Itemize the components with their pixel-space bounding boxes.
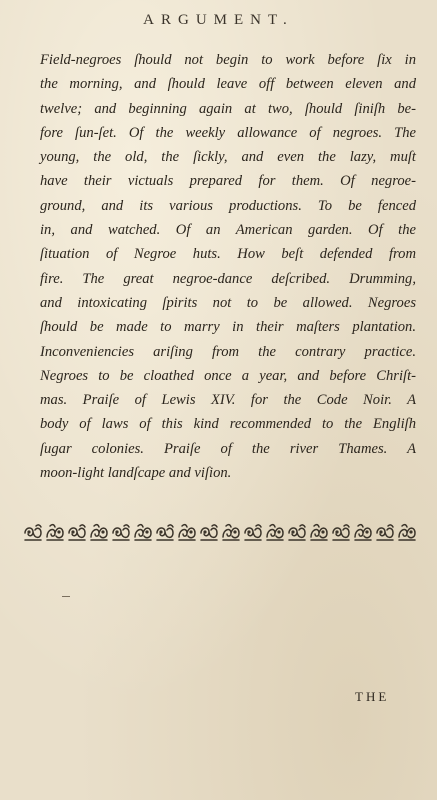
text-line: ſhould be made to marry in their maſters plantation. [40,319,416,336]
margin-mark [62,596,70,597]
fleuron-unit [113,525,129,540]
text-line: ſituation of Negroe huts. How beſt defended from [40,246,416,263]
text-line: in, and watched. Of an American garden. Of the [40,222,416,239]
fleuron-unit [245,525,261,540]
text-line: ground, and its various productions. To be fenced [40,197,416,214]
fleuron-border-icon [22,522,418,544]
text-line: Field-negroes ſhould not begin to work before ſix in [40,52,416,68]
fleuron-unit [201,525,217,540]
fleuron-unit [377,525,393,540]
page-heading: ARGUMENT. [143,12,294,28]
text-line: young, the old, the ſickly, and even the lazy, muſt [40,149,416,166]
fleuron-unit [157,525,173,540]
catchword: THE [355,689,390,704]
fleuron-unit [223,525,239,540]
text-line: have their victuals prepared for them. Of negroe- [40,173,416,190]
fleuron-unit [69,525,85,540]
fleuron-unit [135,525,151,540]
text-line: the morning, and ſhould leave off between eleven and [40,76,416,93]
fleuron-unit [91,525,107,540]
text-line: Inconveniencies ariſing from the contrary practice. [40,343,416,360]
fleuron-unit [47,525,63,540]
fleuron-unit [25,525,41,540]
argument-text [40,48,416,485]
fleuron-unit [355,525,371,540]
fleuron-unit [399,525,415,540]
fleuron-unit [289,525,305,540]
text-line: fire. The great negroe-dance deſcribed. Drumming, [40,270,416,287]
fleuron-unit [179,525,195,540]
text-line: ſugar colonies. Praiſe of the river Thames. A [40,440,416,457]
text-line: and intoxicating ſpirits not to be allowed. Negroes [40,294,416,311]
text-line: body of laws of this kind recommended to the Engliſh [40,416,416,433]
fleuron-unit [267,525,283,540]
text-line: mas. Praiſe of Lewis XIV. for the Code Noir. A [40,392,416,409]
text-line: twelve; and beginning again at two, ſhould ſiniſh be- [40,100,416,117]
fleuron-unit [333,525,349,540]
text-line: moon-light landſcape and viſion. [40,465,232,482]
text-line: Negroes to be cloathed once a year, and before Chriſt- [40,367,416,384]
text-line: fore ſun-ſet. Of the weekly allowance of negroes. The [40,124,416,141]
fleuron-unit [311,525,327,540]
